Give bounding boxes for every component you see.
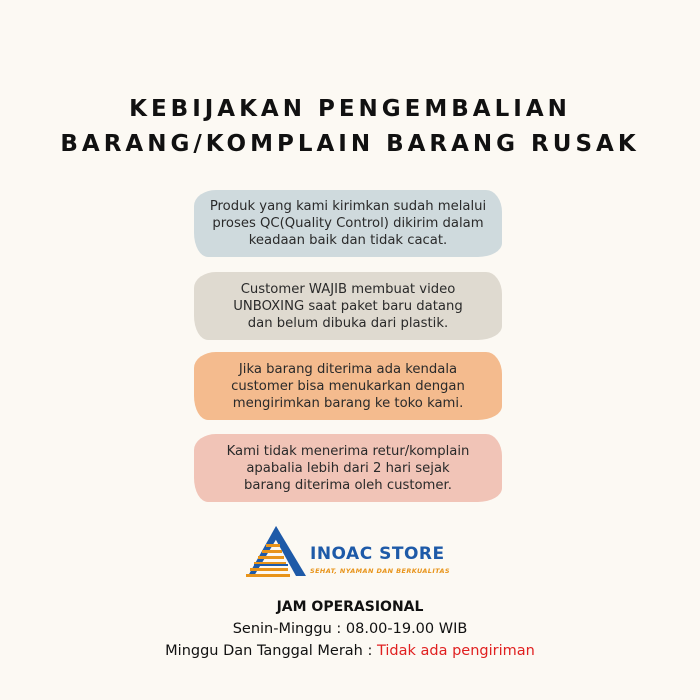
card-text-line: Kami tidak menerima retur/komplain <box>226 443 470 459</box>
policy-card-qc <box>194 190 502 257</box>
policy-card-exchange <box>194 352 502 420</box>
card-text-line: Customer WAJIB membuat video <box>240 281 456 297</box>
brand-logo <box>246 524 460 580</box>
hours-holiday-label: Minggu Dan Tanggal Merah : <box>165 643 377 659</box>
brand-tagline: SEHAT, NYAMAN DAN BERKUALITAS <box>310 567 451 575</box>
hours-heading: JAM OPERASIONAL <box>276 599 424 615</box>
triangle-stripes-logo-icon <box>246 524 308 578</box>
policy-card-unboxing <box>194 272 502 340</box>
card-text-line: Produk yang kami kirimkan sudah melalui <box>209 199 487 214</box>
hours-holiday <box>0 643 700 659</box>
card-text-line: apabalia lebih dari 2 hari sejak <box>246 460 450 476</box>
brand-name: INOAC STORE <box>310 544 445 564</box>
policy-card-return-limit <box>194 434 502 502</box>
card-text-line: keadaan baik dan tidak cacat. <box>248 233 448 248</box>
title-line-2: BARANG/KOMPLAIN BARANG RUSAK <box>60 131 640 157</box>
card-text-line: proses QC(Quality Control) dikirim dalam <box>212 216 484 231</box>
card-text-line: barang diterima oleh customer. <box>244 477 452 493</box>
hours-weekday: Senin-Minggu : 08.00-19.00 WIB <box>232 621 468 637</box>
card-text-line: dan belum dibuka dari plastik. <box>247 315 449 331</box>
no-shipping-notice: Tidak ada pengiriman <box>376 643 535 659</box>
card-text-line: Jika barang diterima ada kendala <box>238 361 458 377</box>
card-text-line: UNBOXING saat paket baru datang <box>233 298 463 314</box>
page-title <box>0 92 700 162</box>
title-line-1: KEBIJAKAN PENGEMBALIAN <box>129 96 571 122</box>
card-text-line: mengirimkan barang ke toko kami. <box>232 395 464 411</box>
card-text-line: customer bisa menukarkan dengan <box>231 378 465 394</box>
